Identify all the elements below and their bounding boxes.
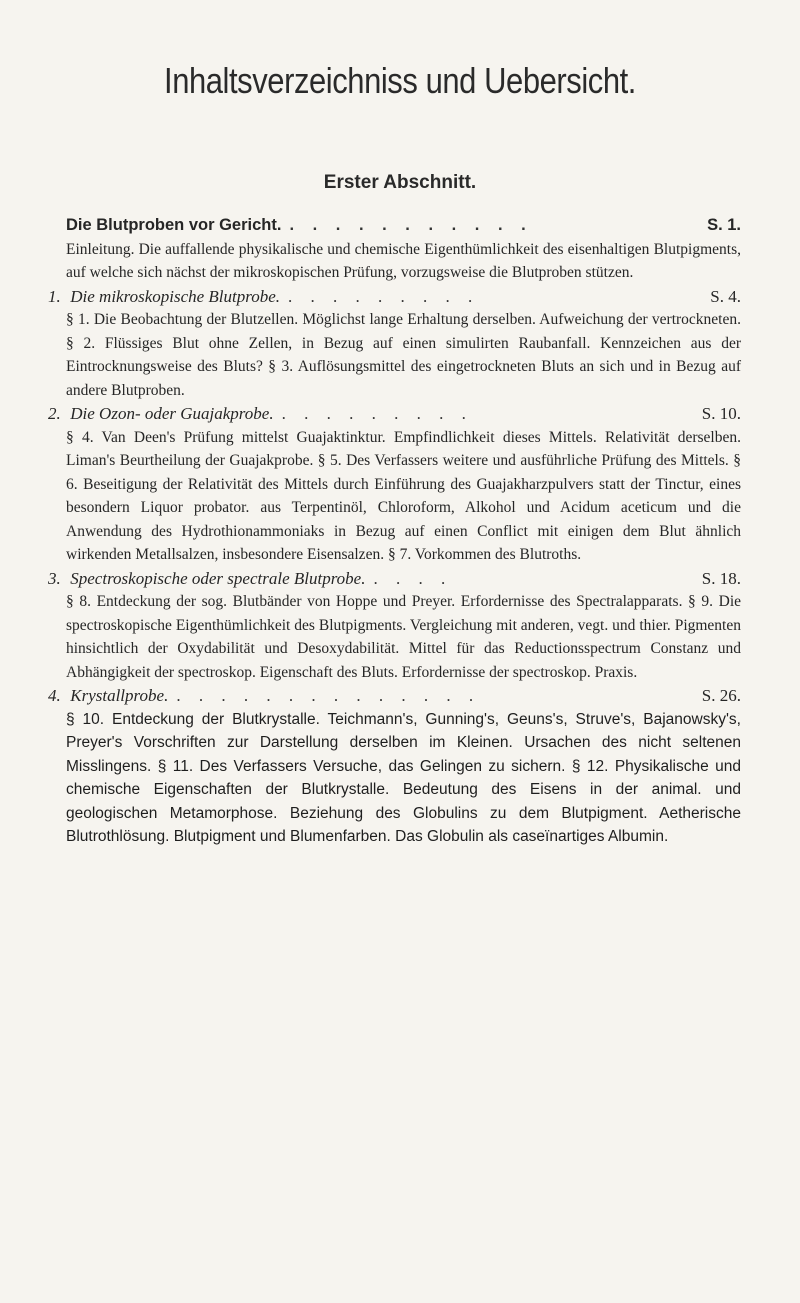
dot-leader: . . . . — [373, 568, 453, 588]
toc-entry-heading — [48, 684, 741, 708]
toc-entry-number: 3. — [48, 568, 61, 588]
dot-leader: . . . . . . . . . . . . . . — [176, 686, 481, 705]
toc-entry-title: Die Blutproben vor Gericht. — [66, 216, 282, 234]
toc-entry-introduction — [66, 214, 741, 285]
page-title: Inhaltsverzeichniss und Uebersicht. — [164, 60, 636, 101]
toc-entry-title: Die Ozon- oder Guajakprobe. — [70, 404, 274, 423]
toc-entry-number: 1. — [48, 286, 61, 306]
toc-entry-heading — [48, 402, 741, 426]
toc-entry-heading — [66, 214, 741, 238]
toc-page-ref: S. 4. — [710, 286, 741, 306]
toc-entry-summary: § 4. Van Deen's Prüfung mittelst Guajaktinktur. Empfindlichkeit dieses Mittels. Relativität derselben. Liman's Beurtheilung der Guajakprobe. § 5. Des Verfassers weitere und ausführliche Prüfung des Mittels. § 6. Beseitigung der Relativität des Mittels durch Einführung des Guajakharzpulvers statt der Tinctur, eines besondern Liquor probator. aus Terpentinöl, Chloroform, Alkohol und Acidum aceticum und die Anwendung des Hydrothionammoniaks in Bezug auf einen Conflict mit einigen dem Blut ähnlich wirkenden Metallsalzen, insbesondere Eisensalzen. § 7. Vorkommen des Blutroths. — [66, 428, 741, 563]
toc-entry-heading — [48, 285, 741, 309]
toc-entry-title: Spectroskopische oder spectrale Blutprobe. — [70, 568, 366, 588]
toc-entry-spectroscopic — [48, 567, 741, 685]
toc-entry-title: Krystallprobe. — [70, 686, 169, 705]
toc-entry-title: Die mikroskopische Blutprobe. — [70, 286, 281, 306]
dot-leader: . . . . . . . . . . . — [289, 216, 533, 234]
dot-leader: . . . . . . . . . — [281, 404, 473, 423]
toc-entry-summary: § 8. Entdeckung der sog. Blutbänder von Hoppe und Preyer. Erfordernisse des Spectralapparats. § 9. Die spectroskopische Eigenthümlichkeit des Blutpigments. Vergleichung mit anderen, vegt. und thier. Pigmenten hinsichtlich der Oxydabilität und Desoxydabilität. Mittel für das Reductionsspectrum Constanz und Abhängigkeit der spectroskop. Eigenschaft des Bluts. Erfordernisse der spectroskop. Praxis. — [66, 593, 741, 681]
toc-entry-ozone-guaiac — [48, 402, 741, 567]
toc-entry-microscopic — [48, 285, 741, 403]
toc-entry-summary: § 10. Entdeckung der Blutkrystalle. Teichmann's, Gunning's, Geuns's, Struve's, Bajanowsky's, Preyer's Vorschriften zur Darstellung derselben im Kleinen. Ursachen des nicht seltenen Misslingens. § 11. Des Verfassers Versuche, das Gelingen zu sichern. § 12. Physikalische und chemische Eigenschaften der Blutkrystalle. Bedeutung des Eisens in der animal. und geologischen Metamorphose. Beziehung des Globulins zu dem Blutpigment. Aetherische Blutrothlösung. Blutpigment und Blumenfarben. Das Globulin als caseïnartiges Albumin. — [66, 710, 741, 845]
toc-page-ref: S. 1. — [707, 216, 741, 234]
toc-entry-summary: Einleitung. Die auffallende physikalische und chemische Eigenthümlichkeit des eisenhaltigen Blutpigments, auf welche sich nächst der mikroskopischen Prüfung, vorzugsweise die Blutproben stützen. — [66, 240, 741, 281]
toc-entry-number: 2. — [48, 404, 61, 423]
toc-entry-number: 4. — [48, 686, 61, 705]
toc-entry-summary: § 1. Die Beobachtung der Blutzellen. Möglichst lange Erhaltung derselben. Aufweichung der vertrockneten. § 2. Flüssiges Blut ohne Zellen, in Bezug auf einen simulirten Raubanfall. Kennzeichen aus der Eintrocknungsweise des Bluts? § 3. Auflösungsmittel des eingetrockneten Bluts an sich und in Bezug auf andere Blutproben. — [66, 311, 741, 399]
section-heading: Erster Abschnitt. — [323, 172, 477, 193]
toc-page-ref: S. 26. — [701, 686, 741, 705]
table-of-contents — [48, 214, 741, 849]
dot-leader: . . . . . . . . . — [288, 286, 480, 306]
toc-entry-heading — [48, 567, 741, 591]
toc-page-ref: S. 10. — [701, 404, 741, 423]
toc-page-ref: S. 18. — [701, 568, 741, 588]
toc-entry-crystal — [48, 684, 741, 849]
